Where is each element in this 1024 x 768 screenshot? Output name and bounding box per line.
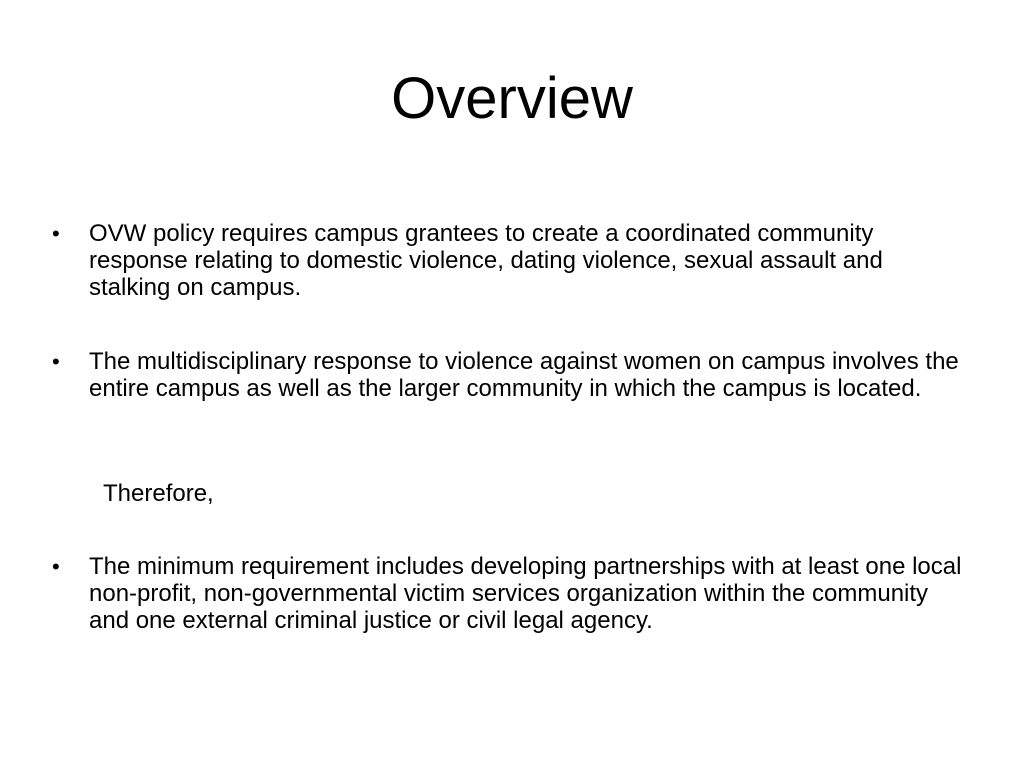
bullet-text: OVW policy requires campus grantees to create a coordinated community response relating to domestic violence, dating violence, sexual assault and stalking on campus.: [89, 220, 883, 301]
transition-text: Therefore,: [103, 480, 214, 507]
bullet-dot-icon: •: [52, 221, 60, 246]
bullet-dot-icon: •: [52, 554, 60, 579]
bullet-text: The multidisciplinary response to violence against women on campus involves the entire campus as well as the larger community in which the campus is located.: [89, 348, 959, 402]
bullet-dot-icon: •: [52, 349, 60, 374]
bullet-text: The minimum requirement includes developing partnerships with at least one local non-profit, non-governmental victim services organization within the community and one external criminal justice or civil legal agency.: [89, 553, 962, 634]
slide-title: Overview: [391, 66, 633, 131]
